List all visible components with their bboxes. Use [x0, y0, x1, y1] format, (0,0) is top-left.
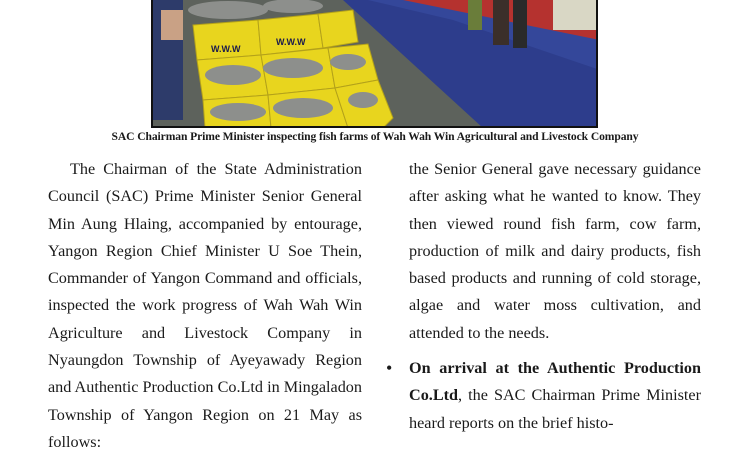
article-photo: [151, 0, 598, 128]
continued-paragraph: the Senior General gave necessary guidance after asking what he wanted to know. They then viewed round fish farm, cow farm, production of milk and dairy products, fish based products and running of cold storage, algae and water moss cultivation, and attended to the needs.: [409, 160, 701, 342]
crate-label: W.W.W: [276, 37, 306, 47]
bullet-icon: •: [386, 358, 393, 379]
bullet-text: , the SAC Chairman Prime Minister heard reports on the brief histo-: [409, 386, 701, 432]
bullet-paragraph: [409, 355, 701, 437]
photo-caption: SAC Chairman Prime Minister inspecting fish farms of Wah Wah Win Agricultural and Livestock Company: [111, 130, 639, 143]
bullet-lead: On arrival at the Authentic Production Co.Ltd: [409, 359, 701, 405]
list-item: [386, 355, 701, 437]
article-left-column: [48, 156, 362, 456]
crate-label: W.W.W: [211, 44, 241, 54]
article-right-column: [386, 156, 701, 437]
intro-paragraph: The Chairman of the State Administration Council (SAC) Prime Minister Senior General Min Aung Hlaing, accompanied by entourage, Yangon Region Chief Minister U Soe Thein, Commander of Yangon Command and officials, inspected the work progress of Wah Wah Win Agriculture and Livestock Company in Nyaungdon Township of Ayeyawady Region and Authentic Production Co.Ltd in Mingaladon Township of Yangon Region on 21 May as follows:: [48, 160, 362, 451]
fish-farm-photo: [153, 0, 598, 128]
